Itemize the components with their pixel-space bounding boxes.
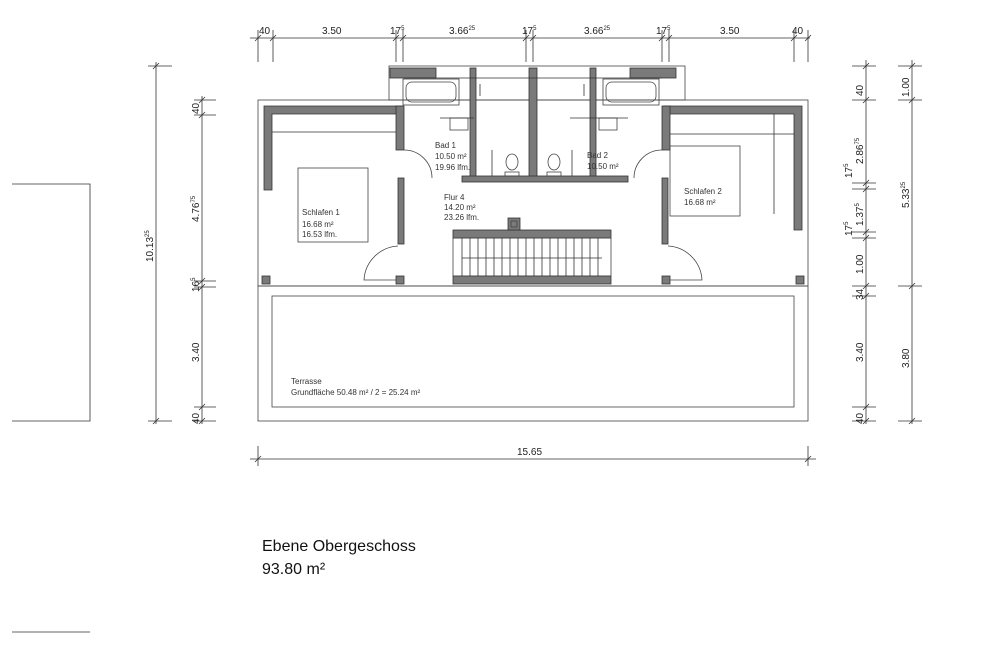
svg-text:Bad 1: Bad 1: [435, 141, 456, 150]
svg-text:16.53 lfm.: 16.53 lfm.: [302, 230, 338, 239]
room-label-bad-1: [435, 141, 470, 172]
dim-left-b: 4.76$^{75}$: [191, 195, 202, 222]
left-dimension-chain: [145, 62, 216, 424]
dim-right-b: 2.86$^{75}$: [855, 137, 866, 164]
dim-top-1: 40: [259, 26, 271, 37]
dim-right-c: $17^5$: [844, 163, 855, 178]
svg-text:16.68 m²: 16.68 m²: [684, 198, 716, 207]
room-label-terrasse: [291, 377, 421, 397]
plan-title: Ebene Obergeschoss: [262, 538, 416, 555]
dim-top-3: $17^5$: [390, 26, 405, 37]
svg-text:10.50 m²: 10.50 m²: [587, 162, 619, 171]
dim-right-i: 40: [855, 412, 866, 424]
dim-top-6: 3.66$^{25}$: [584, 26, 611, 37]
svg-text:Schlafen 1: Schlafen 1: [302, 208, 340, 217]
svg-text:Schlafen 2: Schlafen 2: [684, 187, 722, 196]
room-label-flur-4: [444, 193, 479, 222]
dim-left-d: 3.40: [191, 342, 202, 362]
dim-left-e: 40: [191, 412, 202, 424]
dim-right-outer-b: 5.33$^{25}$: [901, 181, 912, 208]
dim-right-outer-a: 1.00: [901, 77, 912, 97]
plan-total-area: 93.80 m²: [262, 561, 326, 578]
dim-top-7: $17^5$: [656, 26, 671, 37]
right-dimension-chain: [844, 60, 922, 424]
svg-text:14.20 m²: 14.20 m²: [444, 203, 476, 212]
svg-text:Flur 4: Flur 4: [444, 193, 465, 202]
stair-steps: [462, 238, 598, 276]
dim-left-overall: 10.13$^{25}$: [145, 230, 156, 262]
dim-right-outer-c: 3.80: [901, 348, 912, 368]
dim-right-a: 40: [855, 84, 866, 96]
svg-text:Bad 2: Bad 2: [587, 151, 608, 160]
room-label-schlafen-1: [302, 208, 340, 239]
svg-text:Terrasse: Terrasse: [291, 377, 322, 386]
svg-text:23.26 lfm.: 23.26 lfm.: [444, 213, 480, 222]
dim-top-9: 40: [792, 26, 804, 37]
dim-right-g: 34: [855, 288, 866, 300]
terrace-area: [258, 286, 808, 421]
svg-text:10.50 m²: 10.50 m²: [435, 152, 467, 161]
dim-top-5: $17^5$: [522, 26, 537, 37]
dim-left-a: 40: [191, 102, 202, 114]
dim-top-4: 3.66$^{25}$: [449, 26, 476, 37]
dim-right-f: 1.00: [855, 254, 866, 274]
dim-right-e: $17^5$: [844, 221, 855, 236]
neighbour-outline: [12, 184, 90, 632]
dim-top-2: 3.50: [322, 26, 342, 37]
bottom-dimension: [250, 446, 816, 466]
building: [258, 66, 808, 421]
svg-text:16.68 m²: 16.68 m²: [302, 220, 334, 229]
dim-right-d: 1.37$^5$: [855, 203, 866, 226]
dim-left-c: $16^5$: [191, 277, 202, 292]
dim-bottom-total: 15.65: [517, 447, 543, 458]
svg-text:19.96 lfm.: 19.96 lfm.: [435, 163, 471, 172]
room-label-schlafen-2: [684, 187, 722, 207]
top-dimension-chain: [250, 26, 811, 62]
dim-right-h: 3.40: [855, 342, 866, 362]
svg-text:Grundfläche 50.48 m² / 2 = 25.: Grundfläche 50.48 m² / 2 = 25.24 m²: [291, 388, 421, 397]
dim-top-8: 3.50: [720, 26, 740, 37]
